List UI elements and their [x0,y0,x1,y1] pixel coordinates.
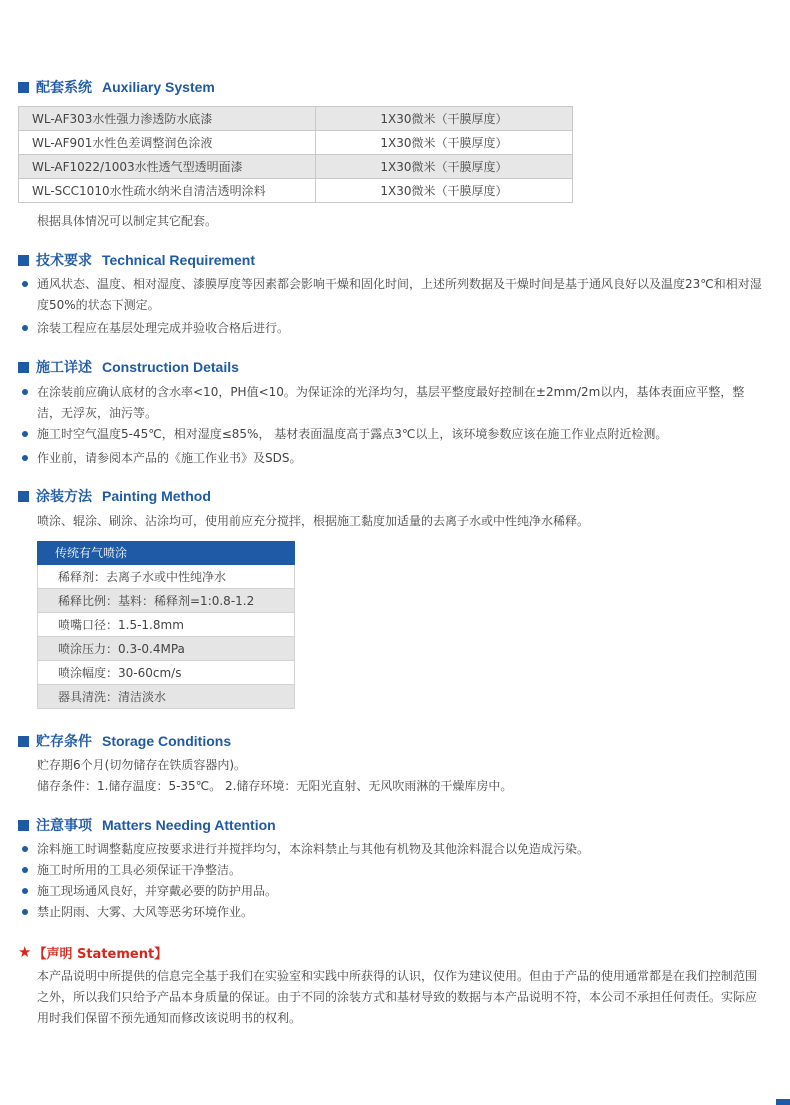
section-heading-construction [18,357,239,377]
square-bullet-icon [18,362,29,373]
list-item-text: 施工时所用的工具必须保证干净整洁。 [37,863,242,877]
bullet-dot-icon [22,281,28,287]
list-item-text: 禁止阴雨、大雾、大风等恶劣环境作业。 [37,905,254,919]
section-title-en: Storage Conditions [102,733,232,749]
star-icon: ★ [18,943,32,961]
section-title-cn: 贮存条件 [36,734,92,750]
table-row [19,179,573,203]
section-title-en: Technical Requirement [102,252,256,268]
product-cell: WL-SCC1010水性疏水纳米自清洁透明涂料 [19,179,316,203]
table-row [19,107,573,131]
section-title-cn: 配套系统 [36,80,92,96]
bullet-dot-icon [22,431,28,437]
section-title-en: Painting Method [102,488,211,504]
table-row: 喷涂幅度：30-60cm/s [37,661,295,685]
statement-text: 本产品说明中所提供的信息完全基于我们在实验室和实践中所获得的认识，仅作为建议使用。但由于产品的使用通常都是在我们控制范围之外，所以我们只给予产品本身质量的保证。由于不同的涂装方式和基材导致的数据与本产品说明不符，本公司不承担任何责任。实际应用时我们保留不预先通知而修改该说明书的权利。 [37,969,758,1025]
page-corner-mark [776,1099,790,1105]
product-cell: WL-AF1022/1003水性透气型透明面漆 [19,155,316,179]
section-heading-storage [18,731,231,751]
section-heading-auxiliary [18,77,215,97]
bullet-dot-icon [22,888,28,894]
auxiliary-note: 根据具体情况可以制定其它配套。 [37,214,218,228]
spray-parameters-table [37,541,295,709]
section-title-cn: 技术要求 [36,253,92,269]
bullet-dot-icon [22,455,28,461]
section-title-cn: 注意事项 [36,818,92,834]
table-row: 器具清洗：清洁淡水 [37,685,295,709]
auxiliary-system-table [18,106,573,203]
table-row [19,131,573,155]
bullet-dot-icon [22,909,28,915]
section-heading-attention [18,815,276,835]
painting-intro: 喷涂、辊涂、刷涂、沾涂均可，使用前应充分搅拌，根据施工黏度加适量的去离子水或中性纯净水稀释。 [37,514,590,528]
square-bullet-icon [18,82,29,93]
list-item [22,839,767,860]
thickness-cell: 1X30微米（干膜厚度） [316,179,573,203]
table-row [19,155,573,179]
section-title-en: Matters Needing Attention [102,817,276,833]
list-item [22,424,767,445]
list-item [22,318,767,339]
list-item-text: 作业前，请参阅本产品的《施工作业书》及SDS。 [37,451,302,465]
list-item-text: 涂装工程应在基层处理完成并验收合格后进行。 [37,321,290,335]
bullet-dot-icon [22,846,28,852]
table-row: 喷涂压力：0.3-0.4MPa [37,637,295,661]
list-item [22,382,767,424]
list-item [22,448,767,469]
table-row: 喷嘴口径：1.5-1.8mm [37,613,295,637]
list-item [22,902,767,923]
section-heading-technical [18,250,255,270]
statement-label: 【声明 Statement】 [33,946,168,962]
square-bullet-icon [18,736,29,747]
list-item-text: 通风状态、温度、相对湿度、漆膜厚度等因素都会影响干燥和固化时间，上述所列数据及干燥时间是基于通风良好以及温度23℃和相对湿度50%的状态下测定。 [37,277,762,312]
thickness-cell: 1X30微米（干膜厚度） [316,155,573,179]
list-item-text: 涂料施工时调整黏度应按要求进行并搅拌均匀，本涂料禁止与其他有机物及其他涂料混合以免造成污染。 [37,842,590,856]
section-heading-painting [18,486,211,506]
storage-conditions: 储存条件：1.储存温度：5-35℃。 2.储存环境：无阳光直射、无风吹雨淋的干燥库房中。 [37,779,513,793]
table-header: 传统有气喷涂 [37,541,295,565]
section-title-cn: 涂装方法 [36,489,92,505]
bullet-dot-icon [22,325,28,331]
bullet-dot-icon [22,867,28,873]
bullet-dot-icon [22,389,28,395]
list-item [22,274,767,316]
list-item [22,881,767,902]
product-cell: WL-AF303水性强力渗透防水底漆 [19,107,316,131]
table-row: 稀释比例：基料：稀释剂=1:0.8-1.2 [37,589,295,613]
statement-heading [18,942,167,962]
section-title-en: Auxiliary System [102,79,215,95]
square-bullet-icon [18,255,29,266]
list-item-text: 在涂装前应确认底材的含水率<10，PH值<10。为保证涂的光泽均匀，基层平整度最好控制在±2mm/2m以内，基体表面应平整，整洁，无浮灰，油污等。 [37,385,745,420]
list-item-text: 施工现场通风良好，并穿戴必要的防护用品。 [37,884,278,898]
thickness-cell: 1X30微米（干膜厚度） [316,107,573,131]
square-bullet-icon [18,820,29,831]
thickness-cell: 1X30微米（干膜厚度） [316,131,573,155]
square-bullet-icon [18,491,29,502]
table-row: 稀释剂：去离子水或中性纯净水 [37,565,295,589]
list-item-text: 施工时空气温度5-45℃，相对湿度≤85%， 基材表面温度高于露点3℃以上，该环境参数应该在施工作业点附近检测。 [37,427,668,441]
storage-period: 贮存期6个月(切勿储存在铁质容器内)。 [37,758,246,772]
list-item [22,860,767,881]
product-cell: WL-AF901水性色差调整润色涂液 [19,131,316,155]
section-title-cn: 施工详述 [36,360,92,376]
section-title-en: Construction Details [102,359,239,375]
